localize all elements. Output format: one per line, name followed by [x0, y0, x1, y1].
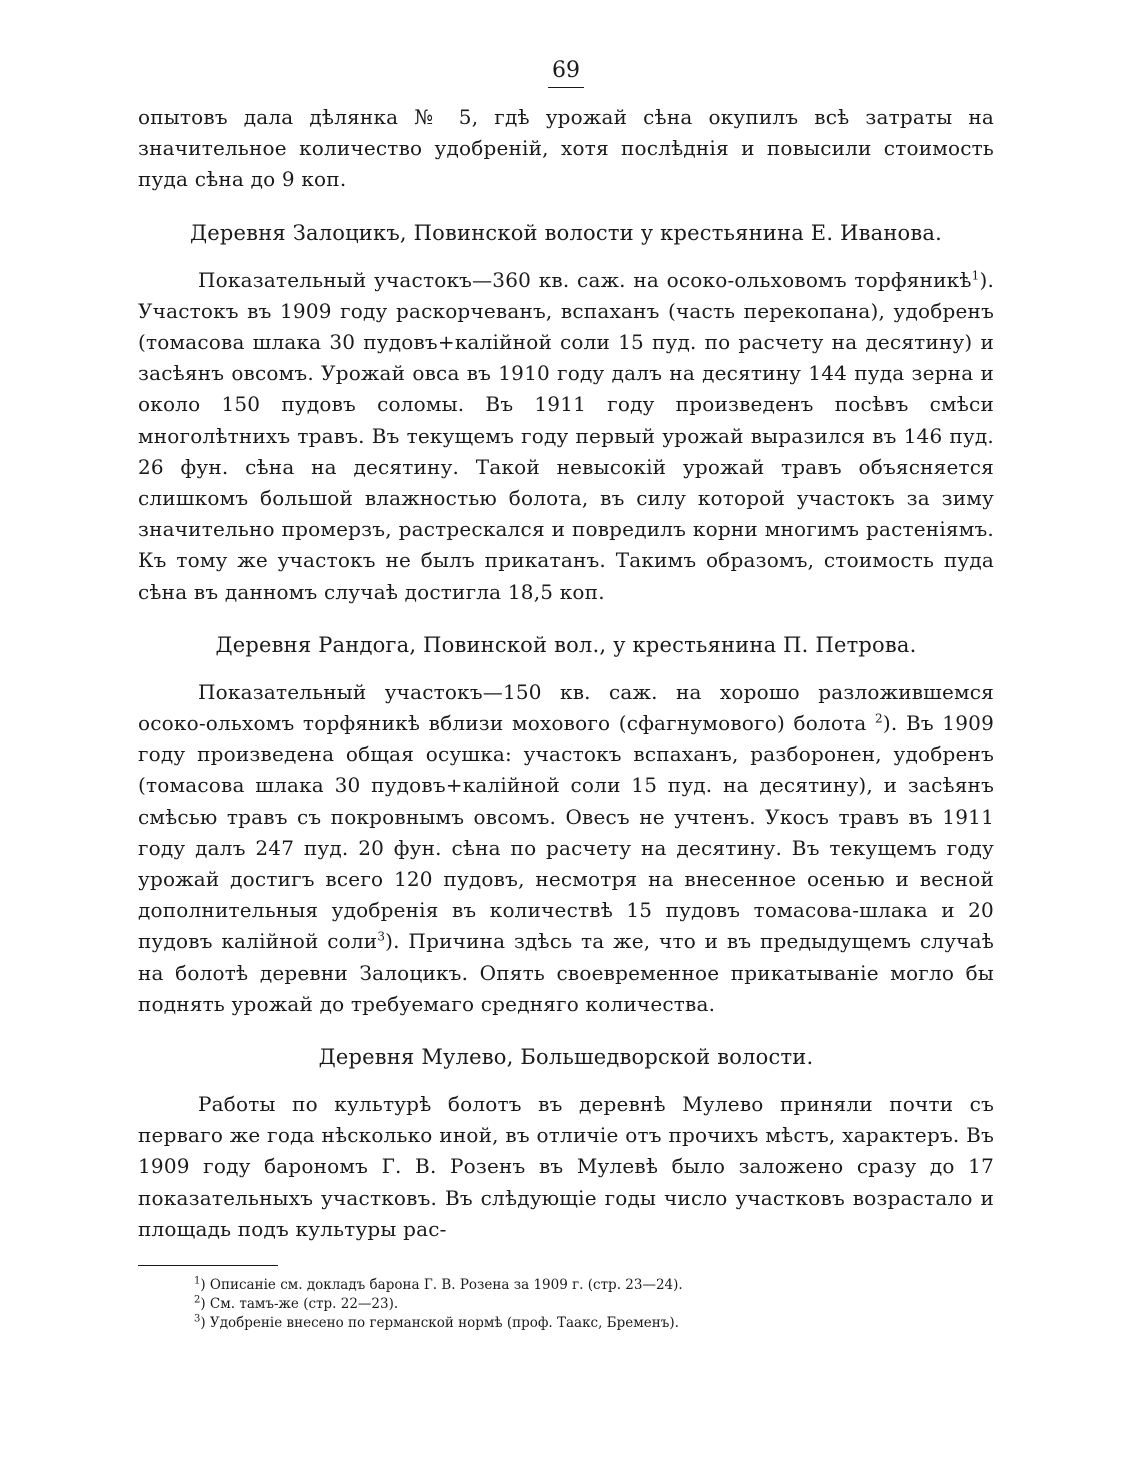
section-paragraph-mulevo — [138, 1089, 994, 1245]
continuation-paragraph: опытовъ дала дѣлянка № 5, гдѣ урожай сѣна окупилъ всѣ затраты на значительное количество удобреній, хотя послѣднія и повысили стоимость пуда сѣна до 9 коп. — [138, 105, 994, 192]
footnote-mark: 3 — [194, 1313, 201, 1325]
footnote-mark: 2 — [194, 1294, 201, 1306]
footnote-ref-2[interactable]: 2 — [875, 711, 883, 726]
section-paragraph-randoga — [138, 677, 994, 1020]
text-run: Показательный участокъ—150 кв. саж. на хорошо разложившемся осоко-ольхомъ торфяникѣ вблизи мохового (сфагнумового) болота — [138, 679, 994, 736]
section-heading-randoga: Деревня Рандога, Повинской вол., у крестьянина П. Петрова. — [215, 632, 917, 657]
footnotes-list — [138, 1276, 994, 1333]
footnote-1 — [194, 1276, 994, 1295]
footnote-3 — [194, 1314, 994, 1333]
text-run: ). Въ 1909 году произведена общая осушка: участокъ вспаханъ, разборонен, удобренъ (томасова шлака 30 пудовъ+калійной соли 15 пуд. на десятину), и засѣянъ смѣсью травъ съ покровнымъ овсомъ. Овесъ не учтенъ. Укосъ травъ въ 1911 году далъ 247 пуд. 20 фун. сѣна по расчету на десятину. Въ текущемъ году урожай достигъ всего 120 пудовъ, несмотря на внесенное осенью и весной дополнительныя удобренія въ количествѣ 15 пудовъ томасова-шлака и 20 пудовъ калійной соли — [138, 711, 994, 954]
section-paragraph-zalocik — [138, 265, 994, 608]
text-run: ). Причина здѣсь та же, что и въ предыдущемъ случаѣ на болотѣ деревни Залоцикъ. Опять своевременное прикатываніе могло бы поднять урожай до требуемаго средняго количества. — [138, 929, 994, 1016]
footnote-divider — [138, 1265, 278, 1266]
footnote-text: ) Описаніе см. докладъ барона Г. В. Розена за 1909 г. (стр. 23—24). — [200, 1277, 683, 1294]
text-run: ). Участокъ въ 1909 году раскорчеванъ, вспаханъ (часть перекопана), удобренъ (томасова шлака 30 пудовъ+калійной соли 15 пуд. по расчету на десятину) и засѣянъ овсомъ. Урожай овса въ 1910 году далъ на десятину 144 пуда зерна и около 150 пудовъ соломы. Въ 1911 году произведенъ посѣвъ смѣси многолѣтнихъ травъ. Въ текущемъ году первый урожай выразился въ 146 пуд. 26 фун. сѣна на десятину. Такой невысокій урожай травъ объясняется слишкомъ большой влажностью болота, въ силу которой участокъ за зиму значительно промерзъ, растрескался и повредилъ корни многимъ растеніямъ. Къ тому же участокъ не былъ прикатанъ. Такимъ образомъ, стоимость пуда сѣна въ данномъ случаѣ достигла 18,5 коп. — [138, 267, 994, 604]
footnote-2 — [194, 1295, 994, 1314]
page-number-text: 69 — [548, 56, 584, 88]
footnote-ref-3[interactable]: 3 — [377, 929, 386, 944]
footnote-text: ) Удобреніе внесено по германской нормѣ (проф. Таакс, Бременъ). — [200, 1315, 679, 1332]
section-heading-zalocik: Деревня Залоцикъ, Повинской волости у крестьянина Е. Иванова. — [190, 220, 942, 245]
footnote-text: ) См. тамъ-же (стр. 22—23). — [200, 1296, 399, 1313]
footnote-ref-1[interactable]: 1 — [971, 267, 980, 282]
section-heading-mulevo: Деревня Мулево, Большедворской волости. — [318, 1045, 814, 1070]
footnote-mark: 1 — [194, 1275, 201, 1287]
document-page — [138, 56, 994, 1333]
text-run: Работы по культурѣ болотъ въ деревнѣ Мулево приняли почти съ перваго же года нѣсколько иной, въ отличіе отъ прочихъ мѣстъ, характеръ. Въ 1909 году барономъ Г. В. Розенъ въ Мулевѣ было заложено сразу до 17 показательныхъ участковъ. Въ слѣдующіе годы число участковъ возрастало и площадь подъ культуры рас- — [138, 1092, 994, 1241]
page-number — [138, 56, 994, 88]
text-run: Показательный участокъ—360 кв. саж. на осоко-ольховомъ торфяникѣ — [198, 267, 972, 292]
